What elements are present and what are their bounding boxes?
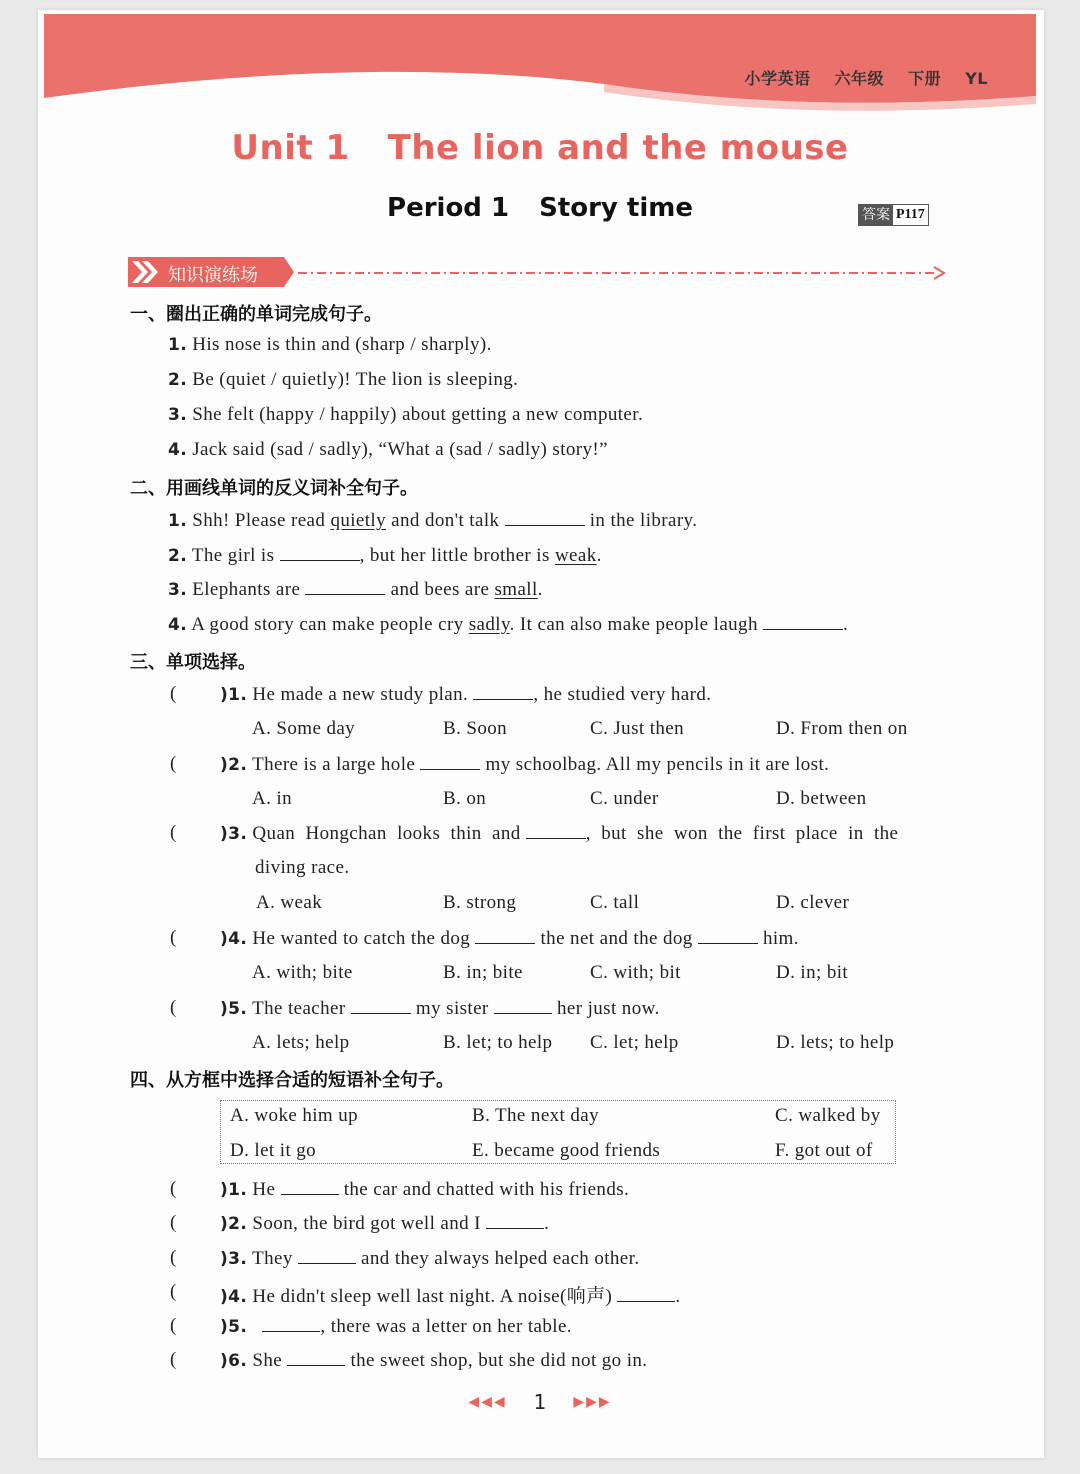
prev-arrows-icon: ◀◀◀ bbox=[468, 1394, 507, 1410]
mc-option[interactable]: B. let; to help bbox=[443, 1032, 553, 1053]
next-arrows-icon: ▶▶▶ bbox=[573, 1394, 612, 1410]
answer-paren[interactable]: ( bbox=[170, 1281, 177, 1302]
mc-question: )2. There is a large hole my schoolbag. All my pencils in it are lost. bbox=[220, 754, 830, 775]
answer-blank[interactable] bbox=[505, 509, 585, 526]
header-banner bbox=[44, 14, 1036, 114]
answer-paren[interactable]: ( bbox=[170, 1247, 177, 1268]
part2-item: 2. The girl is , but her little brother is weak. bbox=[168, 545, 602, 566]
section-banner-text: 知识演练场 bbox=[168, 265, 258, 286]
answer-blank[interactable] bbox=[262, 1315, 320, 1332]
period-name: Story time bbox=[539, 193, 693, 223]
phrase-option: B. The next day bbox=[472, 1105, 600, 1126]
answer-paren[interactable]: ( bbox=[170, 1349, 177, 1370]
mc-option[interactable]: B. strong bbox=[443, 892, 517, 913]
answer-blank[interactable] bbox=[351, 997, 411, 1014]
answer-blank[interactable] bbox=[763, 613, 843, 630]
mc-option[interactable]: D. between bbox=[776, 788, 867, 809]
mc-option[interactable]: A. lets; help bbox=[252, 1032, 350, 1053]
part4-item: )1. He the car and chatted with his friends. bbox=[220, 1179, 630, 1200]
mc-option[interactable]: B. in; bite bbox=[443, 962, 523, 983]
part4-item: )4. He didn't sleep well last night. A noise(响声) . bbox=[220, 1286, 681, 1307]
mc-option[interactable]: C. tall bbox=[590, 892, 640, 913]
answer-blank[interactable] bbox=[475, 927, 535, 944]
unit-title bbox=[0, 128, 1080, 168]
mc-question: )3. Quan Hongchan looks thin and , but she won the first place in the bbox=[220, 823, 899, 844]
answer-blank[interactable] bbox=[280, 544, 360, 561]
answer-paren[interactable]: ( bbox=[170, 1212, 177, 1233]
answer-paren[interactable]: ( bbox=[170, 822, 177, 843]
answer-paren[interactable]: ( bbox=[170, 683, 177, 704]
part2-item: 1. Shh! Please read quietly and don't talk in the library. bbox=[168, 510, 698, 531]
page-footer bbox=[0, 1390, 1080, 1414]
answer-paren[interactable]: ( bbox=[170, 997, 177, 1018]
mc-option[interactable]: B. on bbox=[443, 788, 487, 809]
part4-item: )6. She the sweet shop, but she did not go in. bbox=[220, 1350, 648, 1371]
header-volume: 下册 bbox=[908, 69, 942, 88]
part2-item: 4. A good story can make people cry sadly. It can also make people laugh . bbox=[168, 614, 849, 635]
header-info bbox=[726, 66, 988, 89]
answer-blank[interactable] bbox=[617, 1285, 675, 1302]
part1-item: 4. Jack said (sad / sadly), “What a (sad / sadly) story!” bbox=[168, 439, 608, 460]
answer-blank[interactable] bbox=[287, 1349, 345, 1366]
part1-heading: 一、圈出正确的单词完成句子。 bbox=[130, 304, 382, 325]
mc-option[interactable]: D. From then on bbox=[776, 718, 908, 739]
answer-blank[interactable] bbox=[420, 753, 480, 770]
mc-option[interactable]: A. with; bite bbox=[252, 962, 353, 983]
phrase-option: E. became good friends bbox=[472, 1140, 661, 1161]
mc-option[interactable]: D. lets; to help bbox=[776, 1032, 895, 1053]
mc-option[interactable]: C. with; bit bbox=[590, 962, 681, 983]
answer-blank[interactable] bbox=[305, 578, 385, 595]
answer-paren[interactable]: ( bbox=[170, 1315, 177, 1336]
mc-option[interactable]: A. weak bbox=[256, 892, 323, 913]
answer-paren[interactable]: ( bbox=[170, 753, 177, 774]
part1-item: 2. Be (quiet / quietly)! The lion is sleeping. bbox=[168, 369, 519, 390]
header-subject: 小学英语 bbox=[744, 69, 811, 88]
part2-heading: 二、用画线单词的反义词补全句子。 bbox=[130, 478, 418, 499]
mc-option[interactable]: C. let; help bbox=[590, 1032, 679, 1053]
phrase-option: A. woke him up bbox=[230, 1105, 359, 1126]
answer-blank[interactable] bbox=[281, 1178, 339, 1195]
part1-item: 3. She felt (happy / happily) about getting a new computer. bbox=[168, 404, 644, 425]
answer-blank[interactable] bbox=[473, 683, 533, 700]
answer-page: P117 bbox=[893, 205, 928, 225]
mc-option[interactable]: B. Soon bbox=[443, 718, 508, 739]
phrase-option: D. let it go bbox=[230, 1140, 317, 1161]
mc-option[interactable]: A. in bbox=[252, 788, 292, 809]
header-grade: 六年级 bbox=[834, 69, 885, 88]
answer-page-tag bbox=[858, 204, 929, 226]
unit-name: The lion and the mouse bbox=[387, 128, 849, 168]
part4-item: )2. Soon, the bird got well and I . bbox=[220, 1213, 550, 1234]
mc-option[interactable]: A. Some day bbox=[252, 718, 356, 739]
part2-item: 3. Elephants are and bees are small. bbox=[168, 579, 543, 600]
part4-heading: 四、从方框中选择合适的短语补全句子。 bbox=[130, 1070, 454, 1091]
mc-question: )4. He wanted to catch the dog the net and the dog him. bbox=[220, 928, 799, 949]
answer-blank[interactable] bbox=[698, 927, 758, 944]
part4-item: )3. They and they always helped each other. bbox=[220, 1248, 640, 1269]
dash-dot-line bbox=[298, 265, 948, 281]
period-number: Period 1 bbox=[387, 193, 510, 223]
arrow-right-icon bbox=[934, 267, 944, 279]
answer-blank[interactable] bbox=[298, 1247, 356, 1264]
header-edition: YL bbox=[965, 69, 988, 88]
phrase-option: C. walked by bbox=[775, 1105, 881, 1126]
answer-blank[interactable] bbox=[486, 1212, 544, 1229]
answer-blank[interactable] bbox=[526, 822, 586, 839]
answer-label: 答案 bbox=[859, 205, 893, 225]
answer-paren[interactable]: ( bbox=[170, 1178, 177, 1199]
mc-option[interactable]: C. Just then bbox=[590, 718, 685, 739]
answer-paren[interactable]: ( bbox=[170, 927, 177, 948]
mc-option[interactable]: D. clever bbox=[776, 892, 850, 913]
unit-number: Unit 1 bbox=[231, 128, 350, 168]
mc-option[interactable]: D. in; bit bbox=[776, 962, 849, 983]
page-number: 1 bbox=[533, 1390, 547, 1415]
mc-question-cont: diving race. bbox=[255, 857, 350, 878]
answer-blank[interactable] bbox=[494, 997, 552, 1014]
phrase-option: F. got out of bbox=[775, 1140, 873, 1161]
mc-option[interactable]: C. under bbox=[590, 788, 659, 809]
part4-item: )5. , there was a letter on her table. bbox=[220, 1316, 572, 1337]
mc-question: )1. He made a new study plan. , he studied very hard. bbox=[220, 684, 712, 705]
mc-question: )5. The teacher my sister her just now. bbox=[220, 998, 660, 1019]
part3-heading: 三、单项选择。 bbox=[130, 652, 256, 673]
part1-item: 1. His nose is thin and (sharp / sharply). bbox=[168, 334, 492, 355]
